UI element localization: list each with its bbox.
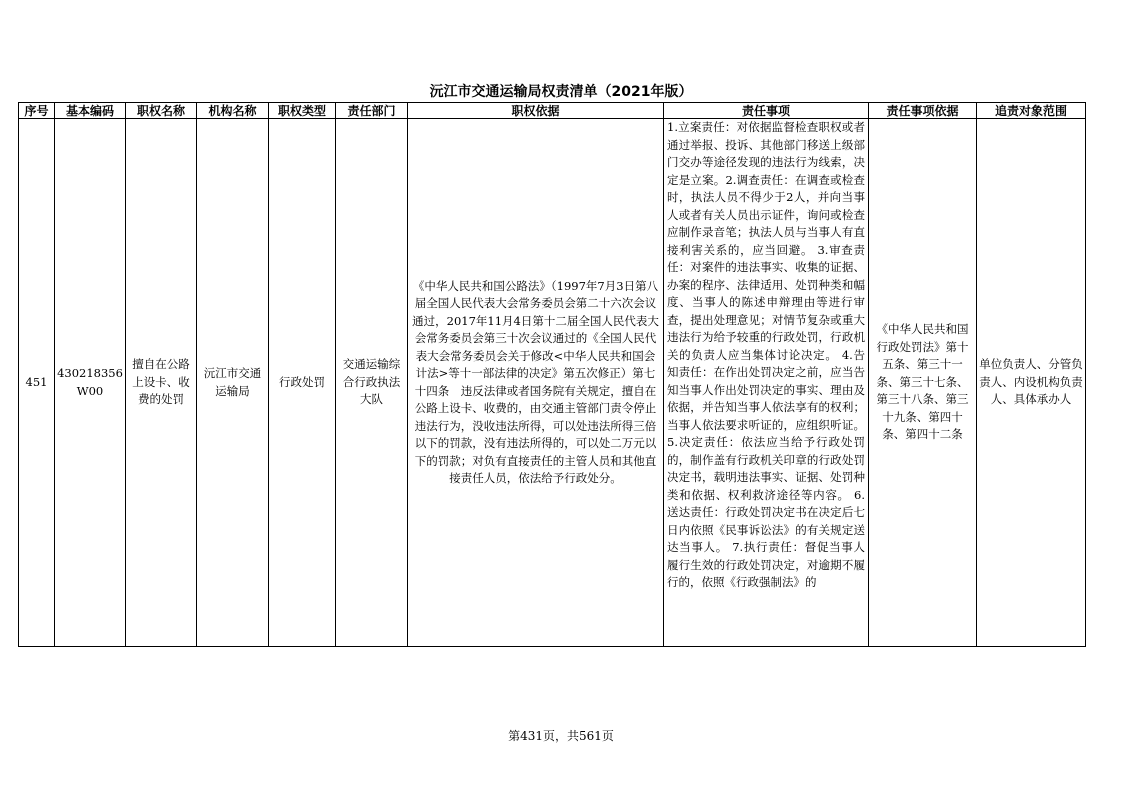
header-basis: 职权依据 — [408, 103, 664, 119]
header-power-name: 职权名称 — [126, 103, 197, 119]
cell-code: 430218356W00 — [55, 119, 126, 647]
powers-table — [18, 102, 1086, 647]
header-duty-basis: 责任事项依据 — [869, 103, 977, 119]
duties-text: 1.立案责任：对依据监督检查职权或者通过举报、投诉、其他部门移送上级部门交办等途径发现的违法行为线索，决定是立案。2.调查责任：在调查或检查时，执法人员不得少于2人，并向当事人或者有关人员出示证件，询问或检查应制作录音笔；执法人员与当事人有直接利害关系的，应当回避。 3.审查责任：对案件的违法事实、收集的证据、办案的程序、法律适用、处罚种类和幅度、当事人的陈述申辩理由等进行审查，提出处理意见；对情节复杂或重大违法行为给予较重的行政处罚，行政机关的负责人应当集体讨论决定。 4.告知责任：在作出处罚决定之前，应当告知当事人作出处罚决定的事实、理由及依据，并告知当事人依法享有的权利；当事人依法要求听证的，应组织听证。 5.决定责任：依法应当给予行政处罚的，制作盖有行政机关印章的行政处罚决定书，载明违法事实、证据、处罚种类和依据、权利救济途径等内容。 6.送达责任：行政处罚决定书在决定后七日内依照《民事诉讼法》的有关规定送达当事人。 7.执行责任：督促当事人履行生效的行政处罚决定，对逾期不履行的，依照《行政强制法》的 — [667, 120, 865, 589]
table-row — [19, 119, 1086, 647]
cell-duty-basis: 《中华人民共和国行政处罚法》第十五条、第三十一条、第三十七条、第三十八条、第三十九条、第四十条、第四十二条 — [869, 119, 977, 647]
cell-power-type: 行政处罚 — [269, 119, 336, 647]
header-accountability: 追责对象范围 — [977, 103, 1086, 119]
table-header-row — [19, 103, 1086, 119]
page-footer: 第431页，共561页 — [508, 729, 614, 743]
document-title: 沅江市交通运输局权责清单（2021年版） — [429, 84, 693, 100]
cell-power-name: 擅自在公路上设卡、收费的处罚 — [126, 119, 197, 647]
header-power-type: 职权类型 — [269, 103, 336, 119]
cell-basis: 《中华人民共和国公路法》（1997年7月3日第八届全国人民代表大会常务委员会第二十六次会议通过，2017年11月4日第十二届全国人民代表大会常务委员会第三十次会议通过的《全国人民代表大会常务委员会关于修改<中华人民共和国会计法>等十一部法律的决定》第五次修正）第七十四条 违反法律或者国务院有关规定，擅自在公路上设卡、收费的，由交通主管部门责令停止违法行为，没收违法所得，可以处违法所得三倍以下的罚款，没有违法所得的，可以处二万元以下的罚款；对负有直接责任的主管人员和其他直接责任人员，依法给予行政处分。 — [408, 119, 664, 647]
cell-seq: 451 — [19, 119, 55, 647]
cell-duties — [664, 119, 869, 647]
cell-dept: 交通运输综合行政执法大队 — [336, 119, 408, 647]
header-seq: 序号 — [19, 103, 55, 119]
header-duties: 责任事项 — [664, 103, 869, 119]
cell-org-name: 沅江市交通运输局 — [197, 119, 269, 647]
header-code: 基本编码 — [55, 103, 126, 119]
header-org-name: 机构名称 — [197, 103, 269, 119]
cell-accountability: 单位负责人、分管负责人、内设机构负责人、具体承办人 — [977, 119, 1086, 647]
header-dept: 责任部门 — [336, 103, 408, 119]
